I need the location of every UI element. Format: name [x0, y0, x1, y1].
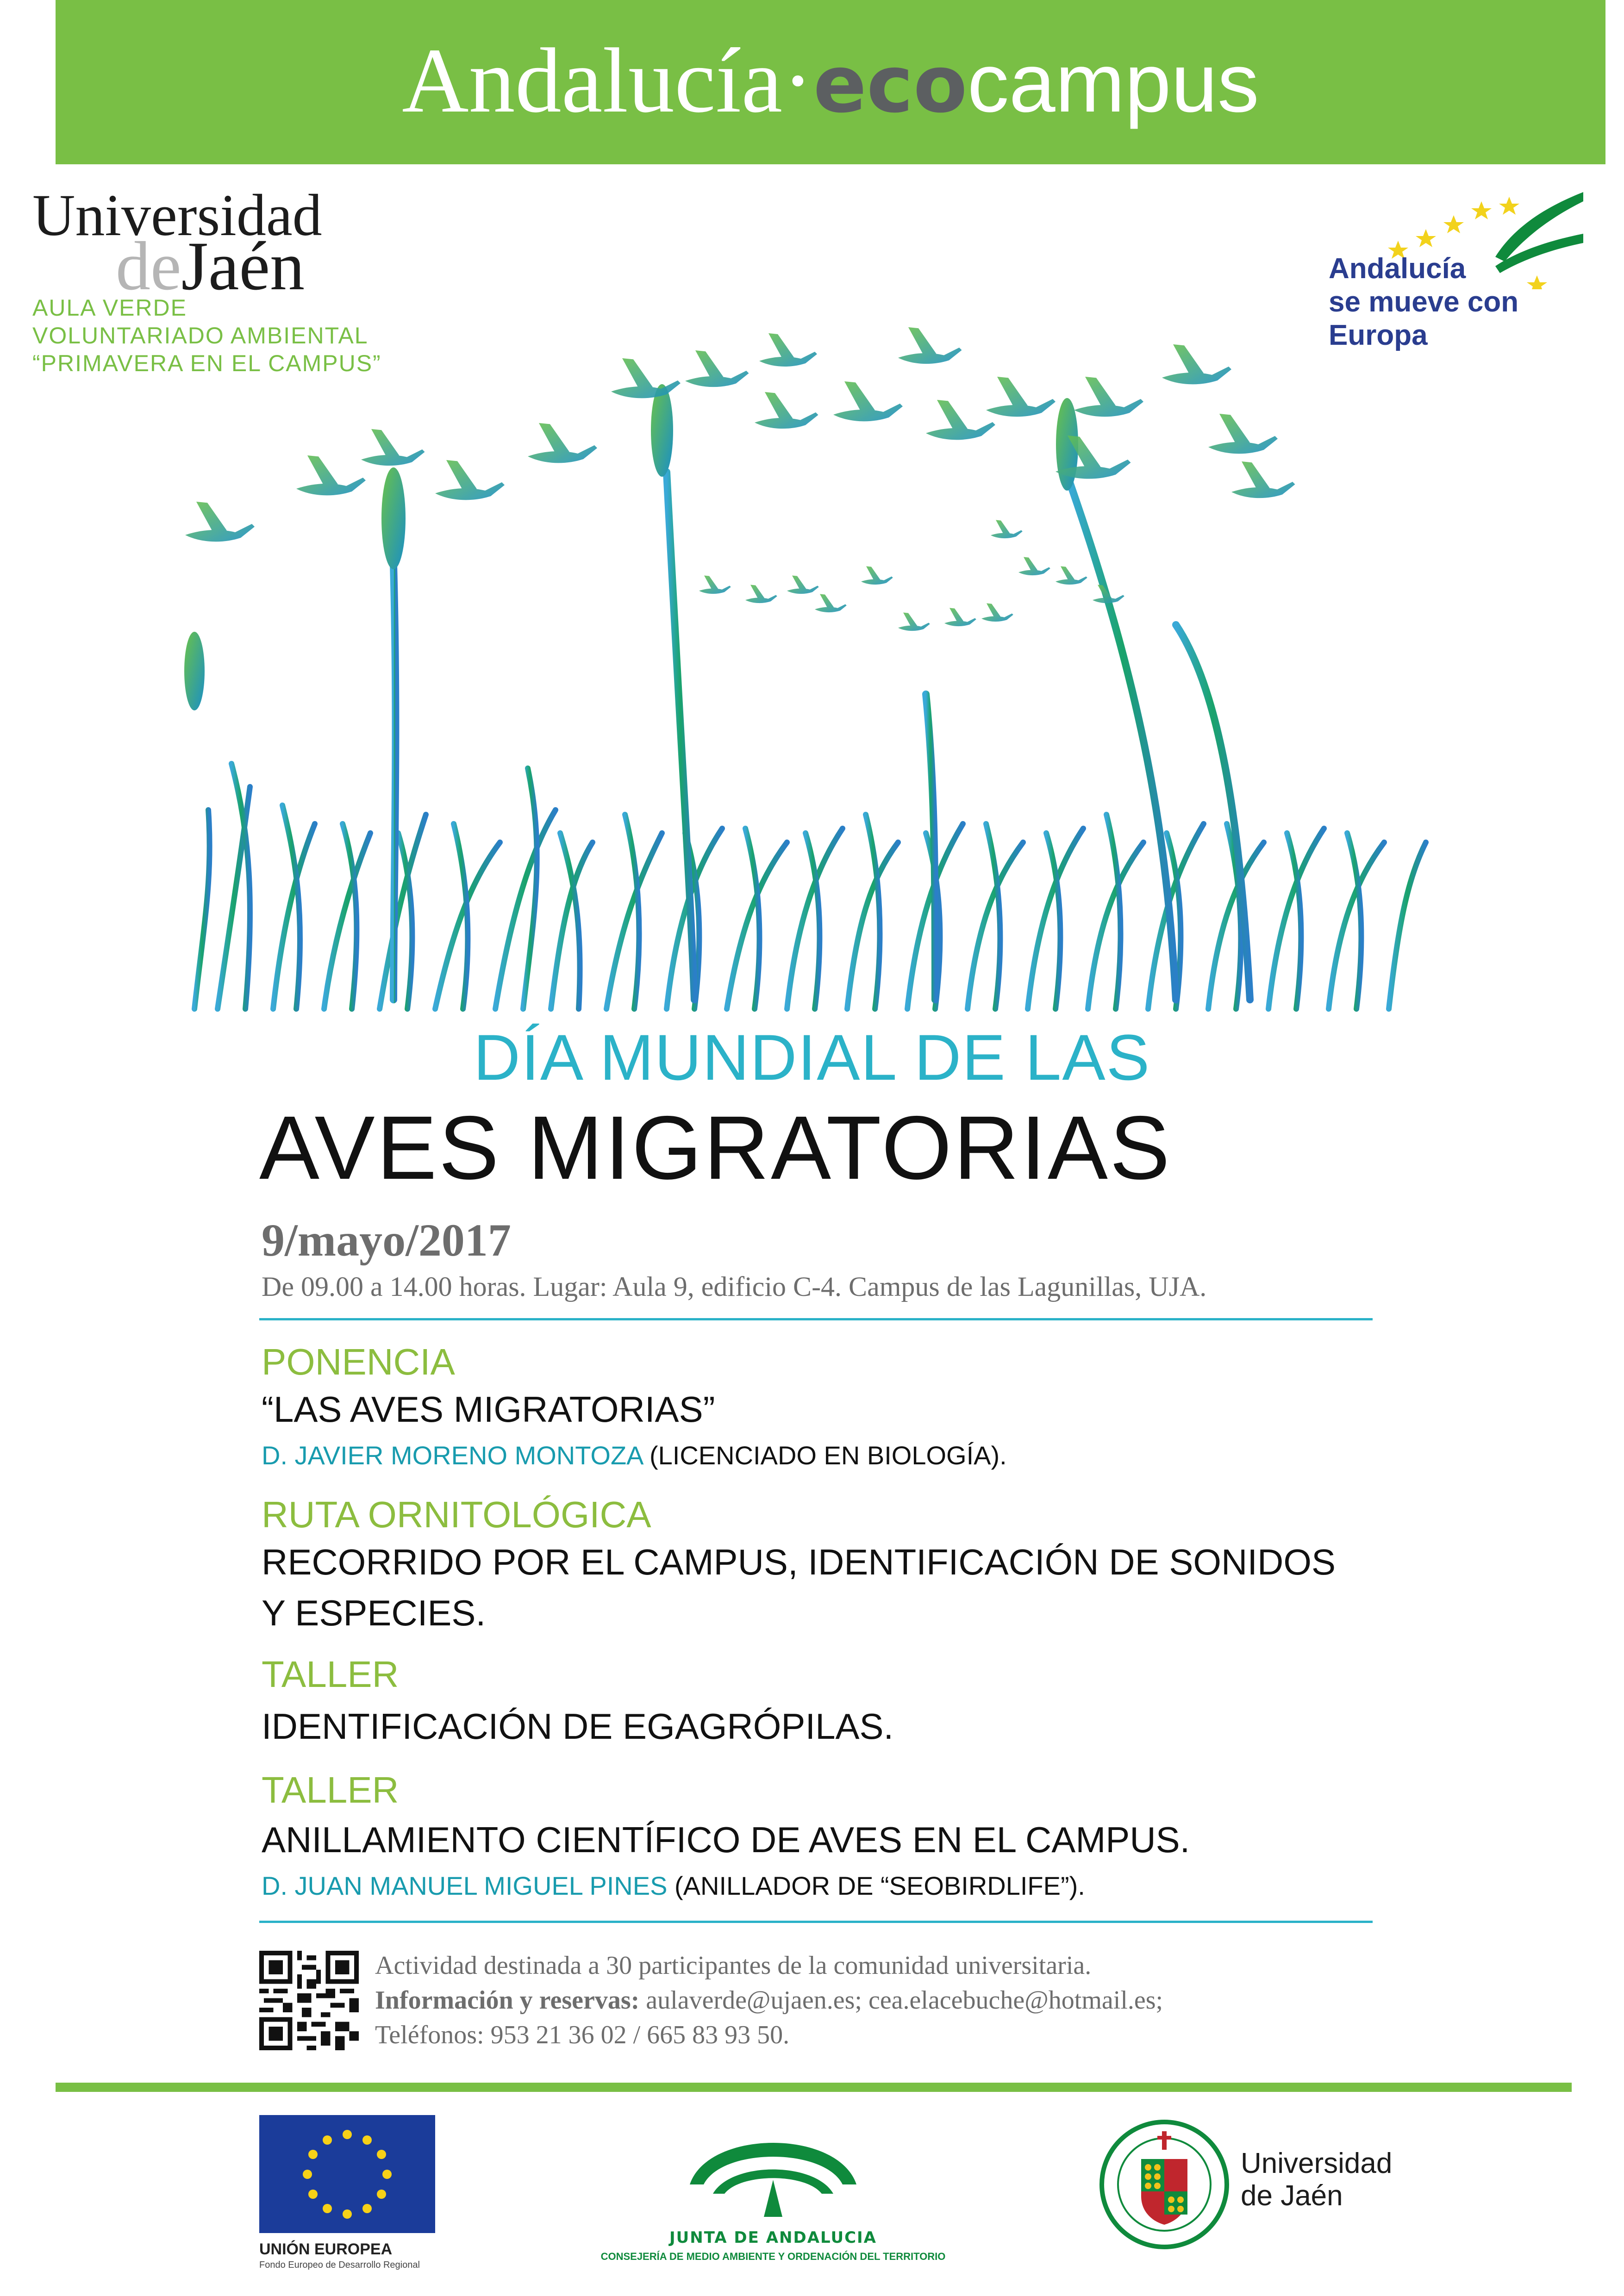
uja-logo-jaen: Jaén [181, 228, 305, 305]
info-contact-label: Información y reservas: [375, 1986, 640, 2015]
info-participants: Actividad destinada a 30 participantes de la comunidad universitaria. [375, 1951, 1092, 1980]
eu-fund-label: Fondo Europeo de Desarrollo Regional [259, 2260, 420, 2270]
divider-top [259, 1318, 1373, 1320]
uja-footer-line1: Universidad [1241, 2147, 1393, 2179]
junta-consejeria: CONSEJERÍA DE MEDIO AMBIENTE Y ORDENACIÓN DEL TERRITORIO [600, 2251, 946, 2262]
title-dia-mundial: DÍA MUNDIAL DE LAS [473, 1021, 1151, 1094]
header-campus: campus [967, 37, 1259, 130]
taller1-label: TALLER [262, 1654, 399, 1695]
aula-verde-line3: “PRIMAVERA EN EL CAMPUS” [32, 350, 381, 376]
taller1-description: IDENTIFICACIÓN DE EGAGRÓPILAS. [262, 1706, 894, 1747]
uja-seal-icon [1097, 2117, 1231, 2252]
info-contact [375, 1983, 1163, 2018]
qr-code-icon [259, 1951, 359, 2050]
taller2-speaker [262, 1870, 1085, 1902]
ponencia-speaker [262, 1439, 1007, 1472]
header-eco: eco [813, 39, 968, 131]
ponencia-label: PONENCIA [262, 1341, 455, 1382]
junta-andalucia-emblem-icon [671, 2106, 875, 2226]
aula-verde-line2: VOLUNTARIADO AMBIENTAL [32, 323, 369, 348]
divider-bottom [259, 1921, 1373, 1923]
ponencia-title: “LAS AVES MIGRATORIAS” [262, 1389, 715, 1430]
eu-label: UNIÓN EUROPEA [259, 2240, 393, 2258]
event-schedule: De 09.00 a 14.00 horas. Lugar: Aula 9, edificio C-4. Campus de las Lagunillas, UJA. [262, 1271, 1207, 1302]
ruta-label: RUTA ORNITOLÓGICA [262, 1494, 651, 1535]
uja-logo-universidad: Universidad [32, 182, 322, 248]
junta-andalucia-name: JUNTA DE ANDALUCIA [669, 2228, 877, 2247]
event-date: 9/mayo/2017 [262, 1214, 511, 1266]
aula-verde-line1: AULA VERDE [32, 295, 187, 321]
ponencia-speaker-name: D. JAVIER MORENO MONTOZA [262, 1441, 643, 1470]
header-title [56, 19, 1605, 147]
eu-flag-icon [259, 2115, 435, 2233]
title-aves-migratorias: AVES MIGRATORIAS [259, 1097, 1172, 1198]
ruta-description-line2: Y ESPECIES. [262, 1593, 486, 1633]
info-phones: Teléfonos: 953 21 36 02 / 665 83 93 50. [375, 2021, 790, 2049]
footer-green-bar [56, 2083, 1572, 2092]
ruta-description-line1: RECORRIDO POR EL CAMPUS, IDENTIFICACIÓN DE SONIDOS [262, 1542, 1336, 1582]
taller2-speaker-role: (ANILLADOR DE “SEOBIRDLIFE”). [667, 1871, 1085, 1900]
taller2-label: TALLER [262, 1769, 399, 1811]
header-andalucia: Andalucía [402, 30, 783, 132]
andalucia-europa-line2: se mueve con Europa [1329, 286, 1519, 351]
ponencia-speaker-role: (LICENCIADO EN BIOLOGÍA). [642, 1441, 1007, 1470]
uja-logo-de: de [116, 228, 181, 305]
migratory-birds-illustration [176, 324, 1444, 1018]
uja-logo-dejaen [116, 228, 305, 305]
taller2-description: ANILLAMIENTO CIENTÍFICO DE AVES EN EL CAMPUS. [262, 1819, 1190, 1860]
grass-icon [176, 472, 1444, 1009]
uja-footer-line2: de Jaén [1241, 2180, 1343, 2212]
andalucia-europa-line1: Andalucía [1329, 253, 1466, 285]
taller2-speaker-name: D. JUAN MANUEL MIGUEL PINES [262, 1871, 668, 1900]
info-contact-emails[interactable]: aulaverde@ujaen.es; cea.elacebuche@hotmail.es; [639, 1986, 1163, 2015]
header-dot: · [782, 30, 813, 132]
birds-icon [185, 327, 1295, 631]
uja-footer-name [1241, 2147, 1392, 2212]
